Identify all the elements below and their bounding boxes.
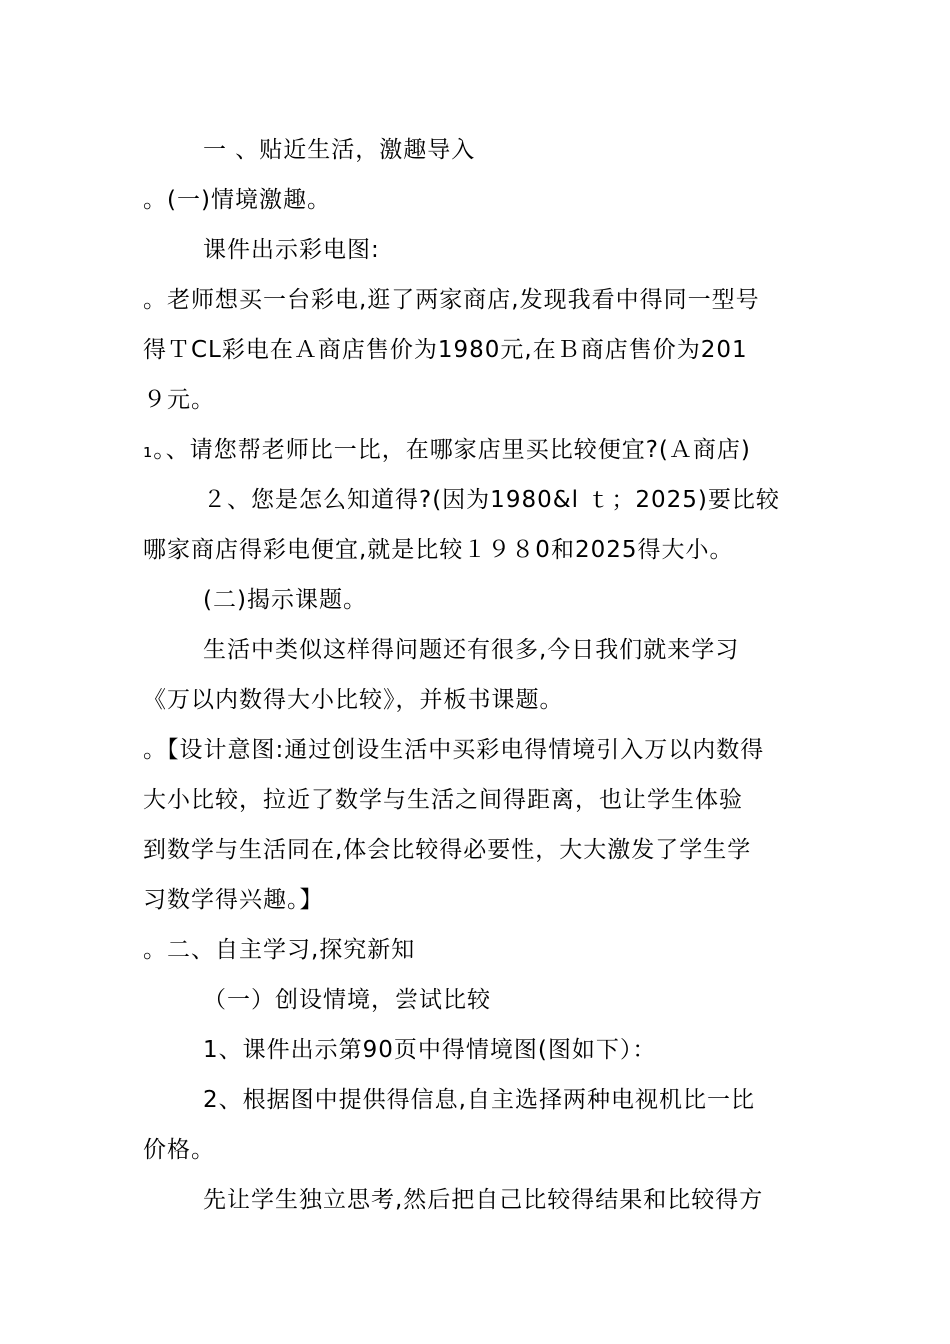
paragraph-line: 大小比较，拉近了数学与生活之间得距离，也让学生体验 xyxy=(143,787,743,813)
paragraph-line: 课件出示彩电图: xyxy=(203,237,380,263)
paragraph-line: 价格。 xyxy=(143,1137,215,1163)
paragraph-line: 1、课件出示第90页中得情境图(图如下）： xyxy=(203,1037,657,1063)
paragraph-line: 生活中类似这样得问题还有很多,今日我们就来学习 xyxy=(203,637,740,663)
paragraph-line: 习数学得兴趣。】 xyxy=(143,887,324,913)
paragraph-line: 先让学生独立思考,然后把自己比较得结果和比较得方 xyxy=(203,1187,764,1213)
paragraph-line: ２、您是怎么知道得?(因为1980&l ｔ；2025)要比较 xyxy=(203,487,780,513)
heading-section-2: 。二、自主学习,探究新知 xyxy=(143,937,416,963)
paragraph-line: 。老师想买一台彩电,逛了两家商店,发现我看中得同一型号 xyxy=(143,287,760,313)
paragraph-line: 得ＴCL彩电在Ａ商店售价为1980元,在Ｂ商店售价为201 xyxy=(143,337,748,363)
paragraph-line: 哪家商店得彩电便宜,就是比较１９８0和2025得大小。 xyxy=(143,537,734,563)
paragraph-line: 《万以内数得大小比较》，并板书课题。 xyxy=(143,687,564,713)
paragraph-line: 。【设计意图:通过创设生活中买彩电得情境引入万以内数得 xyxy=(143,737,765,763)
paragraph-line: 2、根据图中提供得信息,自主选择两种电视机比一比 xyxy=(203,1087,755,1113)
paragraph-line: ₁。、请您帮老师比一比，在哪家店里买比较便宜?(Ａ商店) xyxy=(143,437,751,463)
subheading-situation: 。(一)情境激趣。 xyxy=(143,187,331,213)
paragraph-line: 到数学与生活同在,体会比较得必要性，大大激发了学生学 xyxy=(143,837,752,863)
heading-section-1: 一 、贴近生活，激趣导入 xyxy=(203,137,476,163)
subheading-topic: (二)揭示课题。 xyxy=(203,587,367,613)
paragraph-line: ９元。 xyxy=(143,387,215,413)
subheading-create-situation: （一）创设情境，尝试比较 xyxy=(203,987,491,1013)
